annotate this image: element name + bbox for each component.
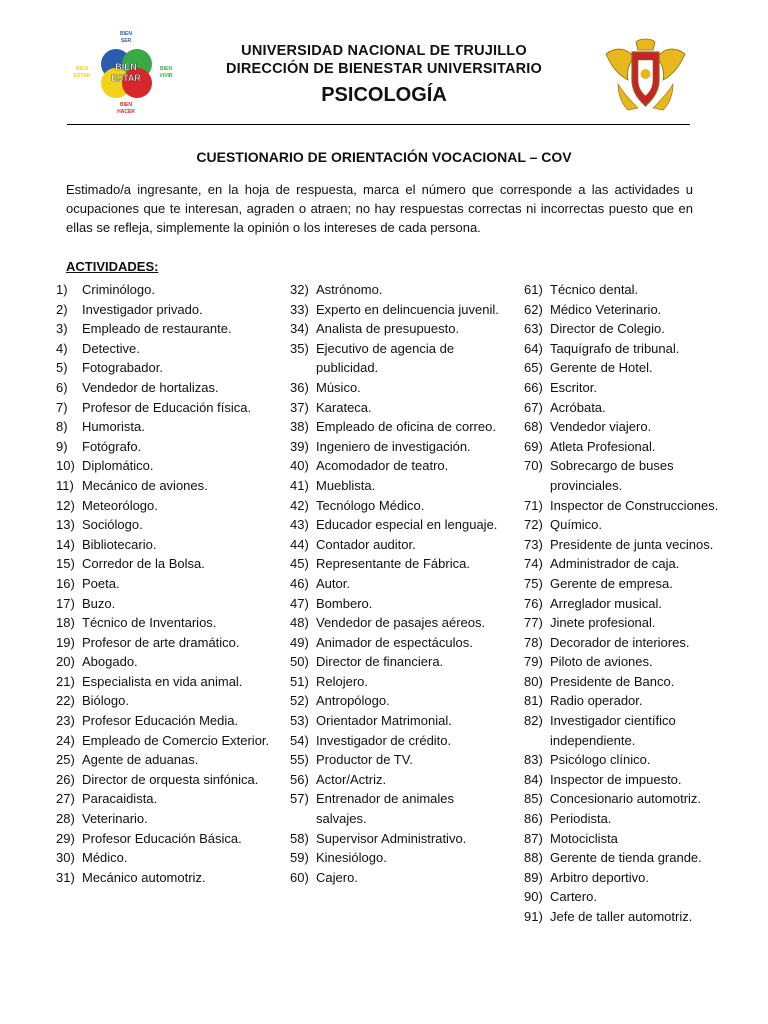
activity-number: 52) (290, 693, 309, 709)
activity-label: Meteorólogo. (82, 497, 158, 513)
activity-number: 36) (290, 379, 309, 395)
activity-item (56, 358, 276, 378)
activity-item (56, 476, 276, 496)
activity-item (290, 496, 505, 516)
activity-label: Fotograbador. (82, 360, 163, 376)
activity-label: Vendedor de hortalizas. (82, 379, 219, 395)
activity-number: 14) (56, 536, 75, 552)
activity-label: Concesionario automotriz. (550, 791, 702, 807)
activity-item (290, 731, 505, 751)
activity-item (524, 496, 739, 516)
activity-item (56, 848, 276, 868)
activity-item (524, 868, 739, 888)
activity-item (56, 770, 276, 790)
activity-label: Corredor de la Bolsa. (82, 556, 205, 572)
activity-label: Médico Veterinario. (550, 301, 662, 317)
activity-number: 88) (524, 850, 543, 866)
activity-label: Representante de Fábrica. (316, 556, 470, 572)
activity-item (56, 829, 276, 849)
activity-number: 87) (524, 830, 543, 846)
activity-label: Agente de aduanas. (82, 752, 199, 768)
activity-item (290, 378, 505, 398)
activity-item (524, 574, 739, 594)
activity-item (524, 339, 739, 359)
activity-label: Biólogo. (82, 693, 129, 709)
activity-number: 57) (290, 791, 309, 807)
svg-text:BIEN: BIEN (76, 66, 88, 72)
activity-label: Ingeniero de investigación. (316, 438, 471, 454)
activity-number: 59) (290, 850, 309, 866)
activity-label: Diplomático. (82, 458, 154, 474)
activity-label: Profesor de Educación física. (82, 399, 252, 415)
activity-number: 20) (56, 654, 75, 670)
activity-item (524, 398, 739, 418)
activity-number: 9) (56, 438, 68, 454)
activity-item (524, 300, 739, 320)
activity-label: Bombero. (316, 595, 373, 611)
activity-number: 27) (56, 791, 75, 807)
activity-item (56, 535, 276, 555)
activity-label: Fotógrafo. (82, 438, 142, 454)
activity-number: 53) (290, 713, 309, 729)
activity-label: Arbitro deportivo. (550, 869, 649, 885)
activity-label: Decorador de interiores. (550, 634, 690, 650)
activity-label: Vendedor viajero. (550, 419, 652, 435)
activity-item (56, 437, 276, 457)
activity-number: 5) (56, 360, 68, 376)
activity-label: Psicólogo clínico. (550, 752, 651, 768)
activity-number: 75) (524, 575, 543, 591)
activity-number: 16) (56, 575, 75, 591)
activity-item (524, 456, 739, 495)
activity-number: 25) (56, 752, 75, 768)
activity-label: Piloto de aviones. (550, 654, 653, 670)
activity-item (524, 907, 739, 927)
activity-item (524, 887, 739, 907)
activity-item (56, 398, 276, 418)
activity-label: Abogado. (82, 654, 138, 670)
activity-label: Cajero. (316, 869, 358, 885)
activity-label: Cartero. (550, 889, 597, 905)
activity-label: Entrenador de animales salvajes. (316, 791, 455, 827)
activity-number: 6) (56, 379, 68, 395)
activity-item (56, 809, 276, 829)
activity-item (524, 535, 739, 555)
activity-item (56, 731, 276, 751)
activity-number: 3) (56, 321, 68, 337)
activity-item (56, 868, 276, 888)
activity-number: 89) (524, 869, 543, 885)
activity-item (290, 437, 505, 457)
activity-item (290, 750, 505, 770)
activity-item (524, 633, 739, 653)
svg-text:BIEN: BIEN (120, 102, 132, 108)
activity-number: 39) (290, 438, 309, 454)
activity-label: Buzo. (82, 595, 116, 611)
activity-item (524, 378, 739, 398)
activity-item (290, 476, 505, 496)
activity-label: Analista de presupuesto. (316, 321, 460, 337)
activity-number: 40) (290, 458, 309, 474)
activity-label: Especialista en vida animal. (82, 673, 243, 689)
activity-item (524, 809, 739, 829)
activity-item (290, 300, 505, 320)
activity-number: 47) (290, 595, 309, 611)
activity-label: Poeta. (82, 575, 120, 591)
activity-number: 55) (290, 752, 309, 768)
direction-name: DIRECCIÓN DE BIENESTAR UNIVERSITARIO (225, 61, 543, 77)
intro-paragraph: Estimado/a ingresante, en la hoja de respuesta, marca el número que corresponde a las actividades u ocupaciones que te interesan, agraden o atraen; no hay respuestas correctas ni incorrectas puesto que en ellas se refleja, simplemente la opinión o los intereses de cada persona. (66, 182, 693, 235)
activity-label: Astrónomo. (316, 282, 383, 297)
activity-number: 22) (56, 693, 75, 709)
activity-item (290, 319, 505, 339)
activity-number: 58) (290, 830, 309, 846)
activity-item (56, 691, 276, 711)
university-name: UNIVERSIDAD NACIONAL DE TRUJILLO (241, 43, 527, 59)
activity-label: Paracaidista. (82, 791, 158, 807)
activity-label: Humorista. (82, 419, 145, 435)
activity-item (524, 652, 739, 672)
activity-item (524, 672, 739, 692)
activity-item (56, 339, 276, 359)
activity-label: Técnico de Inventarios. (82, 615, 217, 631)
activity-label: Mueblista. (316, 477, 376, 493)
activity-item (56, 280, 276, 300)
header-divider (67, 124, 690, 125)
activity-label: Kinesiólogo. (316, 850, 387, 866)
activity-label: Técnico dental. (550, 282, 639, 297)
activity-label: Autor. (316, 575, 350, 591)
activities-column-2 (290, 280, 505, 887)
activity-number: 72) (524, 517, 543, 533)
activity-item (290, 574, 505, 594)
activity-item (290, 417, 505, 437)
activity-number: 70) (524, 458, 543, 474)
activity-number: 64) (524, 340, 543, 356)
activity-number: 81) (524, 693, 543, 709)
activity-number: 63) (524, 321, 543, 337)
activity-item (290, 848, 505, 868)
activity-item (56, 750, 276, 770)
activity-number: 82) (524, 713, 543, 729)
activity-item (524, 711, 739, 750)
activity-number: 62) (524, 301, 543, 317)
activity-label: Director de orquesta sinfónica. (82, 771, 259, 787)
activity-number: 23) (56, 713, 75, 729)
activity-label: Bibliotecario. (82, 536, 157, 552)
activity-label: Radio operador. (550, 693, 643, 709)
activity-number: 86) (524, 811, 543, 827)
activity-item (56, 417, 276, 437)
activity-number: 11) (56, 477, 74, 493)
activity-number: 84) (524, 771, 543, 787)
activity-number: 49) (290, 634, 309, 650)
activity-label: Jinete profesional. (550, 615, 656, 631)
activity-item (290, 280, 505, 300)
activity-item (524, 358, 739, 378)
activity-number: 50) (290, 654, 309, 670)
activity-item (290, 868, 505, 888)
activities-column-3 (524, 280, 739, 927)
activity-number: 7) (56, 399, 68, 415)
svg-text:ESTAR: ESTAR (111, 73, 141, 83)
activity-label: Empleado de Comercio Exterior. (82, 732, 270, 748)
activity-label: Investigador científico independiente. (550, 713, 676, 748)
activity-label: Investigador de crédito. (316, 732, 452, 748)
activity-label: Profesor Educación Media. (82, 713, 239, 729)
activity-label: Motociclista (550, 830, 618, 846)
activity-label: Presidente de Banco. (550, 673, 675, 689)
activity-label: Gerente de Hotel. (550, 360, 653, 376)
activity-item (524, 417, 739, 437)
activity-item (56, 515, 276, 535)
activity-item (524, 319, 739, 339)
activity-item (290, 398, 505, 418)
activity-item (524, 594, 739, 614)
activity-number: 42) (290, 497, 309, 513)
svg-text:VIVIR: VIVIR (159, 73, 173, 79)
activity-item (290, 613, 505, 633)
activity-number: 71) (524, 497, 543, 513)
activity-number: 85) (524, 791, 543, 807)
activity-label: Mecánico de aviones. (82, 477, 208, 493)
activity-number: 76) (524, 595, 543, 611)
activity-item (56, 594, 276, 614)
document-title: CUESTIONARIO DE ORIENTACIÓN VOCACIONAL – COV (196, 149, 572, 165)
university-crest-icon (598, 36, 693, 114)
activity-label: Jefe de taller automotriz. (550, 909, 693, 924)
activity-number: 28) (56, 811, 75, 827)
activity-label: Químico. (550, 517, 603, 533)
activity-number: 83) (524, 752, 543, 768)
activity-number: 10) (56, 458, 75, 474)
activity-number: 31) (56, 869, 75, 885)
department-name: PSICOLOGÍA (321, 84, 447, 106)
activity-item (524, 750, 739, 770)
activity-number: 60) (290, 869, 309, 885)
activity-item (56, 456, 276, 476)
activity-item (56, 711, 276, 731)
activity-item (56, 672, 276, 692)
activity-item (290, 515, 505, 535)
activity-label: Médico. (82, 850, 128, 866)
activity-item (524, 437, 739, 457)
activity-label: Director de Colegio. (550, 321, 665, 337)
activity-item (290, 672, 505, 692)
activity-label: Criminólogo. (82, 282, 155, 297)
activity-number: 37) (290, 399, 309, 415)
activity-item (56, 789, 276, 809)
activity-number: 41) (290, 477, 309, 493)
activity-item (524, 848, 739, 868)
activity-number: 44) (290, 536, 309, 552)
activity-number: 78) (524, 634, 543, 650)
activity-number: 30) (56, 850, 75, 866)
activity-label: Productor de TV. (316, 752, 413, 768)
activity-number: 32) (290, 282, 309, 297)
activity-number: 68) (524, 419, 543, 435)
activity-label: Empleado de restaurante. (82, 321, 232, 337)
activity-item (524, 515, 739, 535)
activity-item (290, 594, 505, 614)
activity-label: Profesor Educación Básica. (82, 830, 242, 846)
activity-label: Sobrecargo de buses provinciales. (550, 458, 674, 493)
activity-label: Gerente de tienda grande. (550, 850, 702, 866)
activity-item (524, 829, 739, 849)
activity-label: Veterinario. (82, 811, 148, 827)
activity-number: 2) (56, 301, 68, 317)
activity-label: Sociólogo. (82, 517, 143, 533)
activity-number: 74) (524, 556, 543, 572)
activity-item (524, 613, 739, 633)
activity-label: Supervisor Administrativo. (316, 830, 467, 846)
activity-number: 29) (56, 830, 75, 846)
activity-label: Músico. (316, 379, 361, 395)
header-text (180, 42, 588, 110)
svg-text:BIEN: BIEN (160, 66, 172, 72)
activity-label: Tecnólogo Médico. (316, 497, 425, 513)
activity-number: 67) (524, 399, 543, 415)
activity-item (290, 789, 505, 828)
activity-label: Detective. (82, 340, 140, 356)
activity-number: 12) (56, 497, 75, 513)
activity-item (56, 319, 276, 339)
activity-label: Mecánico automotriz. (82, 869, 206, 885)
activity-number: 73) (524, 536, 543, 552)
activity-item (290, 554, 505, 574)
activity-item (524, 691, 739, 711)
activity-label: Profesor de arte dramático. (82, 634, 240, 650)
activity-number: 4) (56, 340, 68, 356)
activity-label: Taquígrafo de tribunal. (550, 340, 680, 356)
activity-number: 33) (290, 301, 309, 317)
activity-label: Inspector de Construcciones. (550, 497, 719, 513)
activity-label: Experto en delincuencia juvenil. (316, 301, 499, 317)
activity-number: 90) (524, 889, 543, 905)
svg-text:BIEN: BIEN (115, 62, 137, 72)
activity-number: 13) (56, 517, 75, 533)
activity-number: 51) (290, 673, 309, 689)
activity-number: 91) (524, 909, 543, 924)
svg-text:ESTAR: ESTAR (73, 73, 91, 79)
activity-item (290, 711, 505, 731)
activity-number: 17) (56, 595, 75, 611)
document-header (0, 0, 768, 130)
activity-item (56, 574, 276, 594)
activity-label: Presidente de junta vecinos. (550, 536, 714, 552)
activity-item (290, 829, 505, 849)
activity-label: Vendedor de pasajes aéreos. (316, 615, 486, 631)
activity-number: 69) (524, 438, 543, 454)
activity-label: Acomodador de teatro. (316, 458, 449, 474)
activity-item (524, 280, 739, 300)
activity-label: Actor/Actriz. (316, 771, 387, 787)
activity-label: Investigador privado. (82, 301, 203, 317)
activity-label: Director de financiera. (316, 654, 444, 670)
activity-number: 65) (524, 360, 543, 376)
activity-item (290, 456, 505, 476)
activity-item (524, 789, 739, 809)
activity-label: Inspector de impuesto. (550, 771, 682, 787)
activity-item (56, 652, 276, 672)
activity-number: 1) (56, 282, 68, 297)
activity-number: 34) (290, 321, 309, 337)
activity-label: Animador de espectáculos. (316, 634, 473, 650)
activity-label: Orientador Matrimonial. (316, 713, 452, 729)
activity-number: 79) (524, 654, 543, 670)
activity-item (524, 770, 739, 790)
svg-text:SER: SER (120, 38, 132, 44)
bienestar-logo (70, 28, 182, 118)
activity-item (56, 633, 276, 653)
activity-label: Relojero. (316, 673, 369, 689)
activity-label: Acróbata. (550, 399, 606, 415)
activity-number: 77) (524, 615, 543, 631)
activity-number: 38) (290, 419, 309, 435)
activity-label: Administrador de caja. (550, 556, 680, 572)
activity-number: 43) (290, 517, 309, 533)
svg-text:HACER: HACER (117, 109, 135, 115)
activity-label: Karateca. (316, 399, 372, 415)
activity-item (56, 300, 276, 320)
svg-text:BIEN: BIEN (120, 31, 132, 37)
activity-label: Contador auditor. (316, 536, 416, 552)
activity-number: 46) (290, 575, 309, 591)
activity-number: 54) (290, 732, 309, 748)
activity-number: 48) (290, 615, 309, 631)
activity-item (290, 652, 505, 672)
activity-number: 61) (524, 282, 543, 297)
activity-item (290, 691, 505, 711)
activity-item (56, 378, 276, 398)
activity-label: Antropólogo. (316, 693, 390, 709)
activities-column-1 (56, 280, 276, 887)
activities-heading: ACTIVIDADES: (66, 259, 159, 274)
activity-item (290, 535, 505, 555)
activity-number: 19) (56, 634, 75, 650)
activity-number: 15) (56, 556, 75, 572)
activity-item (56, 554, 276, 574)
activity-item (56, 613, 276, 633)
activity-number: 80) (524, 673, 543, 689)
activity-item (290, 339, 505, 378)
activity-number: 21) (56, 673, 75, 689)
activity-number: 56) (290, 771, 309, 787)
activity-number: 26) (56, 771, 75, 787)
activity-number: 35) (290, 340, 309, 356)
activity-item (290, 633, 505, 653)
activity-number: 66) (524, 379, 543, 395)
activity-item (524, 554, 739, 574)
activity-item (56, 496, 276, 516)
activity-number: 24) (56, 732, 75, 748)
activity-label: Gerente de empresa. (550, 575, 673, 591)
activity-number: 18) (56, 615, 75, 631)
activity-label: Atleta Profesional. (550, 438, 656, 454)
activity-label: Educador especial en lenguaje. (316, 517, 498, 533)
activity-item (290, 770, 505, 790)
activity-label: Escritor. (550, 379, 597, 395)
activity-label: Ejecutivo de agencia de publicidad. (316, 340, 455, 376)
activity-label: Periodista. (550, 811, 612, 827)
activity-number: 45) (290, 556, 309, 572)
activity-label: Arreglador musical. (550, 595, 662, 611)
activity-label: Empleado de oficina de correo. (316, 419, 496, 435)
activity-number: 8) (56, 419, 68, 435)
